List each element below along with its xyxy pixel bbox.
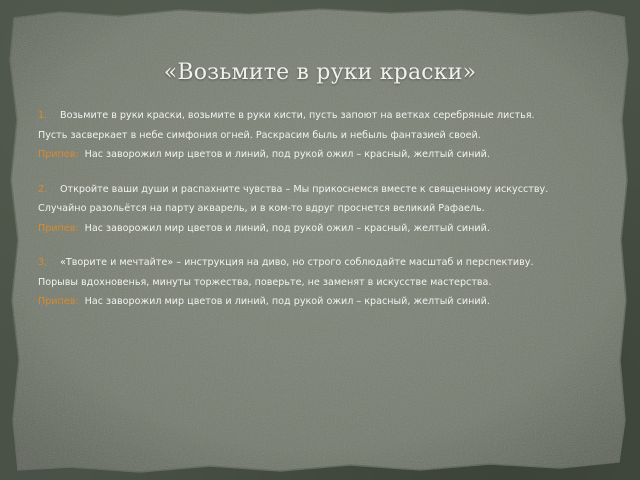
refrain-label: Припев: (38, 296, 79, 307)
verse-2-text: Откройте ваши души и распахните чувства – Мы прикоснемся вместе к священному искусству. (60, 183, 549, 195)
refrain-label: Припев: (38, 149, 79, 160)
verse-1-line-1 (38, 110, 598, 123)
refrain-label: Припев: (38, 222, 79, 234)
verse-3-line-1 (38, 257, 598, 270)
verse-3-text: «Творите и мечтайте» – инструкция на диво, но строго соблюдайте масштаб и перспективу. (60, 257, 534, 268)
verse-1-number: 1. (38, 110, 48, 121)
spacer (38, 242, 598, 257)
verse-1-line-2: Пусть засверкает в небе симфония огней. Раскрасим быль и небыль фантазией своей. (38, 129, 481, 141)
verse-3-number: 3. (38, 257, 48, 268)
spacer (38, 169, 598, 184)
refrain-1 (38, 149, 598, 162)
refrain-text: Нас заворожил мир цветов и линий, под рукой ожил – красный, желтый синий. (84, 149, 490, 160)
refrain-2 (38, 223, 598, 236)
verse-2-number: 2. (38, 183, 48, 195)
slide-title: «Возьмите в руки краски» (163, 60, 477, 85)
verse-2-line-1 (38, 184, 598, 197)
refrain-3 (38, 296, 598, 309)
refrain-text: Нас заворожил мир цветов и линий, под рукой ожил – красный, желтый синий. (84, 296, 490, 307)
verse-3-line-2: Порывы вдохновенья, минуты торжества, поверьте, не заменят в искусстве мастерства. (38, 276, 492, 288)
verse-1-text: Возьмите в руки краски, возьмите в руки кисти, пусть запоют на ветках серебряные листья. (60, 110, 535, 121)
refrain-text: Нас заворожил мир цветов и линий, под рукой ожил – красный, желтый синий. (84, 222, 490, 234)
lyrics-content (38, 110, 598, 316)
verse-2-line-2: Случайно разольётся на парту акварель, и в ком-то вдруг проснется великий Рафаель. (38, 203, 485, 214)
